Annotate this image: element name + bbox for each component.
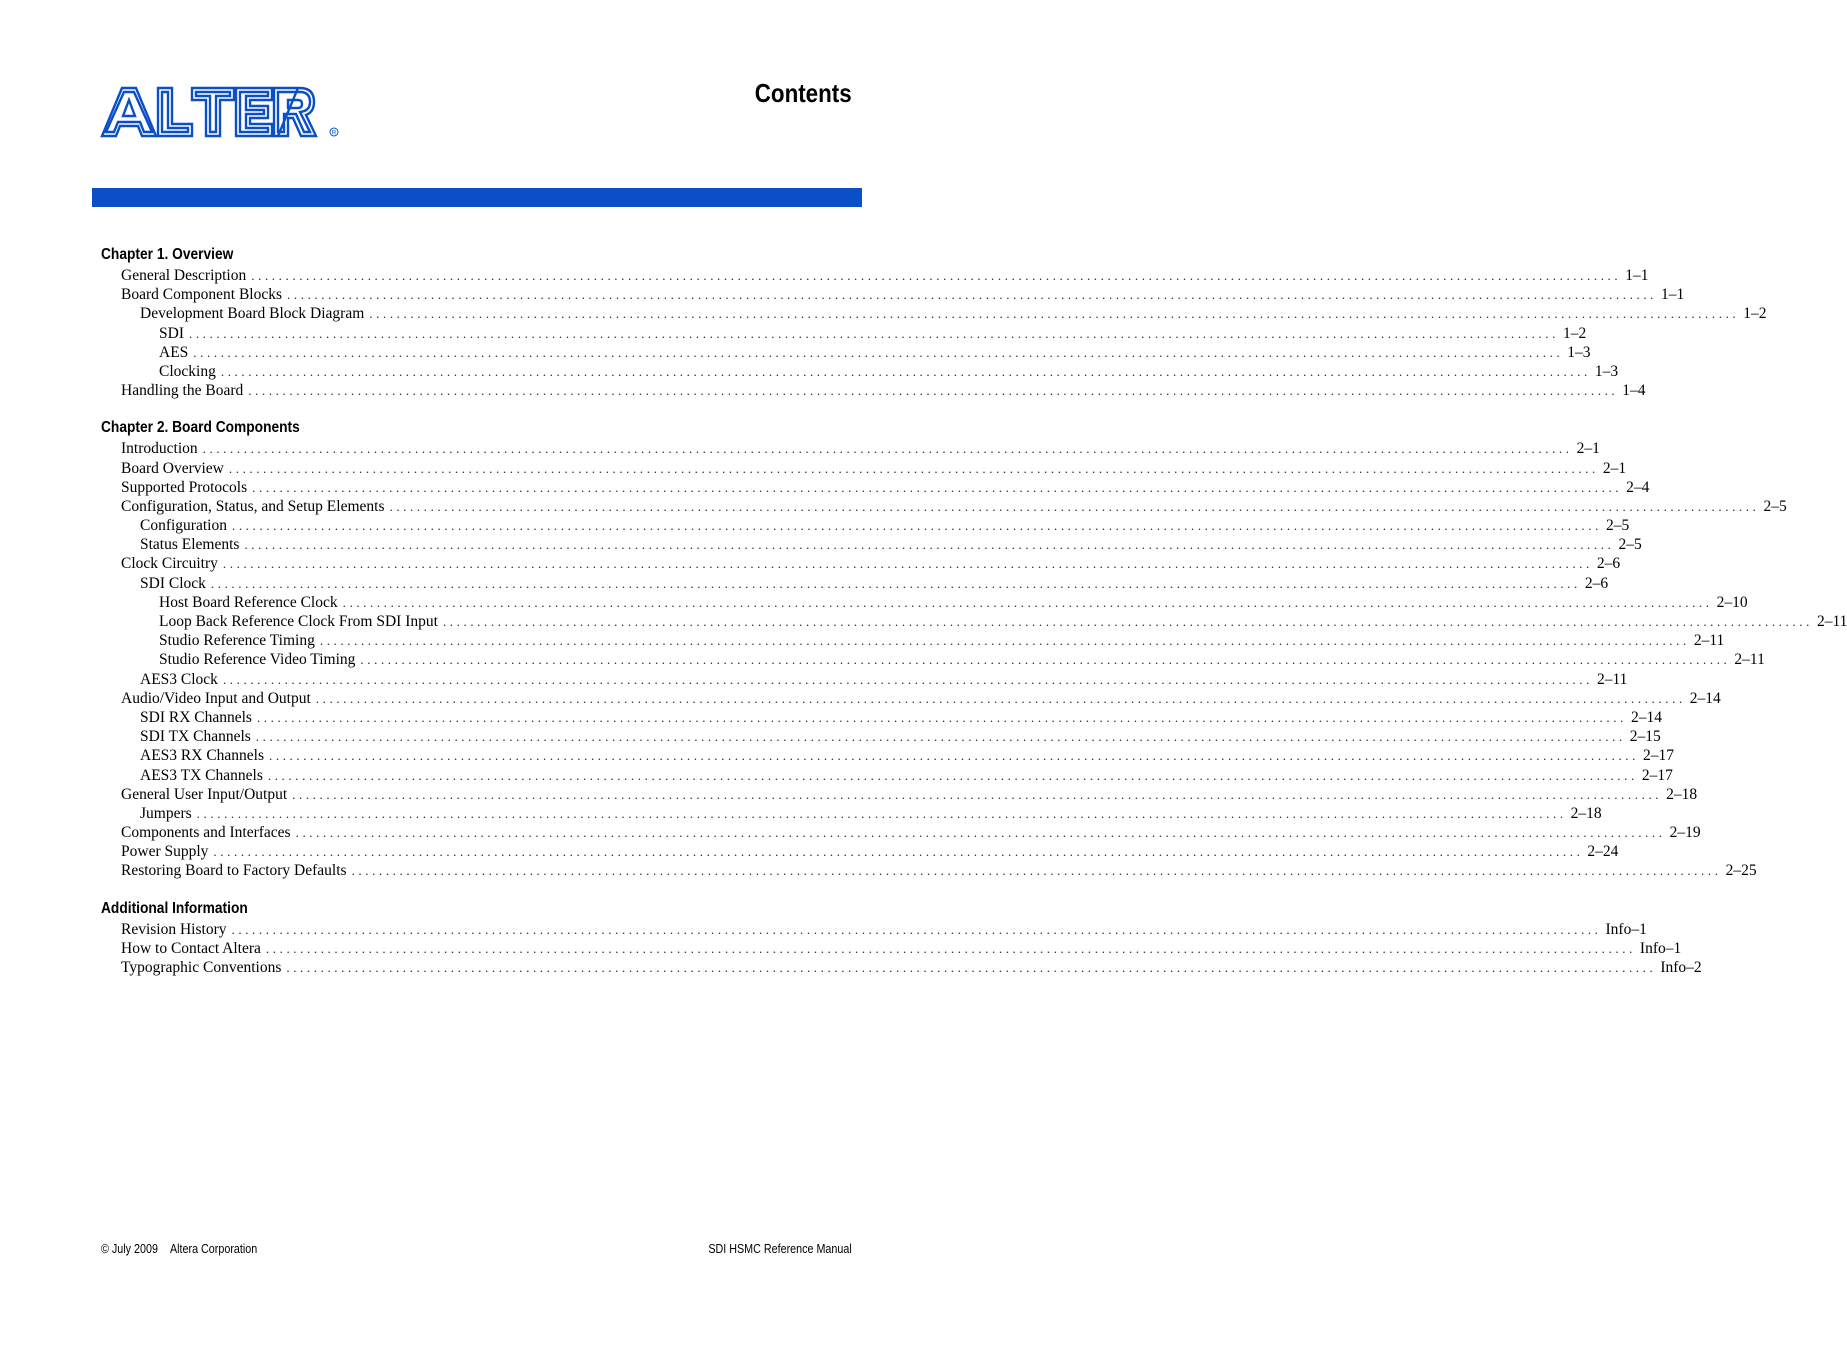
toc-entry-label: Supported Protocols (121, 478, 248, 496)
toc-entry[interactable] (101, 497, 1787, 516)
toc-entry-label: Board Overview (121, 459, 224, 477)
toc-entry-page: Info–1 (1605, 920, 1647, 938)
toc-entry[interactable] (101, 804, 1602, 823)
toc-entry-page: 2–6 (1584, 574, 1609, 592)
toc-entry[interactable] (101, 823, 1701, 842)
toc-entry[interactable] (101, 478, 1650, 497)
toc-leader-dots: ........................................................................................................................................................................................................ (287, 287, 1658, 303)
toc-entry[interactable] (101, 459, 1627, 478)
toc-entry[interactable] (101, 593, 1748, 612)
toc-entry-label: Restoring Board to Factory Defaults (121, 862, 347, 880)
toc-entry-page: 2–15 (1629, 728, 1661, 746)
toc-entry-page: 2–19 (1669, 824, 1701, 842)
toc-chapter (101, 898, 1702, 978)
toc-leader-dots: ........................................................................................................................................................................................................ (292, 786, 1663, 802)
toc-leader-dots: ........................................................................................................................................................................................................ (193, 344, 1564, 360)
toc-entry-page: 2–5 (1618, 536, 1642, 554)
toc-entry[interactable] (101, 766, 1673, 785)
toc-leader-dots: ........................................................................................................................................................................................................ (213, 844, 1584, 860)
toc-leader-dots: ........................................................................................................................................................................................................ (220, 363, 1591, 379)
toc-entry-page: 1–1 (1661, 286, 1685, 304)
toc-entry-label: AES3 TX Channels (140, 766, 263, 784)
toc-entry-label: How to Contact Altera (121, 939, 261, 957)
altera-logo-mark (100, 86, 340, 140)
toc-entry-label: General Description (121, 267, 247, 284)
toc-entry-page: Info–1 (1639, 939, 1682, 957)
toc-entry-label: AES3 RX Channels (140, 747, 264, 765)
toc-entry-label: Handling the Board (121, 382, 244, 400)
toc-entry-page: 2–24 (1587, 843, 1619, 861)
toc-entry-page: 2–17 (1643, 747, 1674, 765)
toc-leader-dots: ........................................................................................................................................................................................................ (351, 863, 1722, 879)
toc-entry[interactable] (101, 324, 1587, 343)
toc-entry-page: Info–2 (1660, 959, 1702, 976)
toc-entry-page: 2–25 (1725, 862, 1757, 880)
toc-entry[interactable] (101, 285, 1685, 304)
toc-entry-label: General User Input/Output (121, 785, 288, 803)
toc-leader-dots: ........................................................................................................................................................................................................ (188, 325, 1559, 341)
toc-entry[interactable] (101, 631, 1725, 650)
toc-entry[interactable] (101, 439, 1600, 458)
toc-leader-dots: ........................................................................................................................................................................................................ (369, 306, 1740, 322)
toc-entry-page: 2–18 (1666, 785, 1698, 803)
toc-entry-page: 2–5 (1763, 497, 1787, 515)
toc-entry-page: 1–2 (1743, 305, 1767, 323)
toc-entry-label: Power Supply (121, 843, 209, 861)
toc-entry-page: 1–1 (1625, 267, 1649, 284)
toc-entry-label: Configuration, Status, and Setup Elements (121, 497, 385, 515)
toc-leader-dots: ........................................................................................................................................................................................................ (248, 383, 1619, 399)
toc-leader-dots: ........................................................................................................................................................................................................ (228, 460, 1599, 476)
footer-date: © July 2009 (101, 1242, 158, 1256)
toc-entry-page: 2–11 (1734, 651, 1765, 669)
toc-leader-dots: ........................................................................................................................................................................................................ (251, 268, 1622, 283)
toc-entry[interactable] (101, 381, 1646, 400)
toc-entry-page: 2–11 (1816, 613, 1847, 630)
toc-leader-dots: ........................................................................................................................................................................................................ (222, 671, 1593, 687)
toc-entry[interactable] (101, 612, 1847, 631)
toc-leader-dots: ........................................................................................................................................................................................................ (202, 441, 1573, 457)
toc-entry-label: Host Board Reference Clock (159, 593, 338, 611)
toc-entry[interactable] (101, 516, 1630, 535)
toc-entry-label: Loop Back Reference Clock From SDI Input (159, 613, 438, 630)
toc-leader-dots: ........................................................................................................................................................................................................ (255, 729, 1626, 745)
toc-entry-label: Jumpers (140, 804, 192, 822)
toc-chapter (101, 244, 1767, 400)
toc-entry[interactable] (101, 650, 1765, 669)
toc-entry[interactable] (101, 727, 1661, 746)
toc-entry[interactable] (101, 343, 1591, 362)
toc-entry-page: 2–10 (1716, 593, 1748, 611)
toc-entry-page: 2–5 (1605, 517, 1630, 535)
toc-entry-page: 2–14 (1689, 689, 1721, 707)
toc-leader-dots: ........................................................................................................................................................................................................ (286, 960, 1657, 975)
toc-entry-label: Configuration (140, 517, 227, 535)
toc-entry-label: Audio/Video Input and Output (121, 689, 311, 707)
toc-entry-label: Development Board Block Diagram (140, 305, 365, 323)
toc-entry[interactable] (101, 304, 1767, 323)
table-of-contents (101, 244, 1847, 994)
toc-leader-dots: ........................................................................................................................................................................................................ (231, 921, 1602, 937)
toc-entry[interactable] (101, 920, 1647, 939)
toc-entry-label: SDI RX Channels (140, 708, 252, 726)
toc-leader-dots: ........................................................................................................................................................................................................ (267, 767, 1638, 783)
toc-entry-page: 2–4 (1626, 478, 1650, 496)
toc-entry-page: 2–11 (1596, 670, 1628, 688)
toc-entry-label: SDI Clock (140, 574, 206, 592)
toc-leader-dots: ........................................................................................................................................................................................................ (389, 498, 1760, 514)
toc-entry-page: 2–11 (1693, 632, 1725, 650)
toc-entry[interactable] (101, 554, 1621, 573)
toc-leader-dots: ........................................................................................................................................................................................................ (256, 709, 1627, 725)
toc-entry-page: 2–18 (1570, 804, 1602, 822)
altera-logo (100, 86, 340, 140)
toc-leader-dots: ........................................................................................................................................................................................................ (222, 556, 1593, 572)
toc-entry-page: 2–17 (1641, 766, 1673, 784)
toc-entry-label: AES3 Clock (140, 670, 218, 688)
toc-entry-label: Clocking (159, 362, 216, 380)
toc-entry-label: AES (159, 343, 189, 361)
toc-leader-dots: ........................................................................................................................................................................................................ (265, 940, 1636, 956)
page-title: Contents (755, 78, 852, 108)
toc-leader-dots: ........................................................................................................................................................................................................ (442, 614, 1813, 629)
toc-entry-page: 1–3 (1594, 362, 1619, 380)
toc-entry-page: 1–3 (1567, 343, 1591, 361)
toc-chapter (101, 417, 1847, 880)
toc-entry[interactable] (101, 958, 1702, 977)
toc-entry-label: Studio Reference Video Timing (159, 651, 356, 669)
toc-entry-label: Board Component Blocks (121, 286, 283, 304)
toc-leader-dots: ........................................................................................................................................................................................................ (360, 652, 1731, 668)
toc-leader-dots: ........................................................................................................................................................................................................ (231, 518, 1602, 534)
toc-leader-dots: ........................................................................................................................................................................................................ (252, 479, 1623, 495)
toc-entry[interactable] (101, 362, 1619, 381)
toc-leader-dots: ........................................................................................................................................................................................................ (319, 633, 1690, 649)
toc-entry-label: Components and Interfaces (121, 824, 291, 842)
toc-leader-dots: ........................................................................................................................................................................................................ (295, 825, 1666, 841)
toc-entry-page: 2–1 (1602, 459, 1627, 477)
toc-entry-label: SDI (159, 324, 184, 342)
toc-entry-label: Typographic Conventions (121, 959, 282, 976)
toc-leader-dots: ........................................................................................................................................................................................................ (342, 594, 1713, 610)
toc-chapter-heading[interactable]: Chapter 1. Overview (101, 246, 234, 263)
toc-entry-label: Introduction (121, 440, 198, 458)
toc-entry[interactable] (101, 670, 1628, 689)
toc-entry[interactable] (101, 842, 1619, 861)
toc-entry-label: SDI TX Channels (140, 728, 251, 746)
toc-entry[interactable] (101, 266, 1649, 285)
toc-entry[interactable] (101, 939, 1682, 958)
toc-leader-dots: ........................................................................................................................................................................................................ (315, 690, 1686, 706)
toc-leader-dots: ........................................................................................................................................................................................................ (244, 537, 1615, 553)
svg-text:R: R (331, 130, 337, 137)
toc-entry-label: Revision History (121, 920, 227, 938)
toc-leader-dots: ........................................................................................................................................................................................................ (210, 575, 1581, 591)
toc-entry[interactable] (101, 535, 1642, 554)
header-rule (92, 188, 862, 207)
toc-chapter-heading[interactable]: Chapter 2. Board Components (101, 419, 300, 437)
toc-entry-page: 1–2 (1562, 324, 1587, 342)
toc-entry-label: Status Elements (140, 536, 240, 554)
toc-entry-page: 2–6 (1596, 555, 1621, 573)
toc-entry[interactable] (101, 861, 1757, 880)
toc-entry[interactable] (101, 689, 1721, 708)
toc-entry-label: Studio Reference Timing (159, 632, 315, 650)
toc-entry-page: 2–14 (1630, 708, 1662, 726)
toc-entry[interactable] (101, 708, 1662, 727)
toc-entry-label: Clock Circuitry (121, 555, 218, 573)
footer-left (101, 1242, 257, 1256)
footer-manual-title: SDI HSMC Reference Manual (708, 1242, 852, 1256)
toc-entry-page: 1–4 (1622, 382, 1646, 400)
toc-entry[interactable] (101, 746, 1674, 765)
toc-entry-page: 2–1 (1576, 440, 1600, 458)
toc-leader-dots: ........................................................................................................................................................................................................ (269, 748, 1639, 764)
toc-chapter-heading[interactable]: Additional Information (101, 899, 248, 917)
footer-company: Altera Corporation (169, 1242, 258, 1256)
toc-entry[interactable] (101, 785, 1698, 804)
toc-entry[interactable] (101, 574, 1609, 593)
toc-leader-dots: ........................................................................................................................................................................................................ (196, 805, 1567, 821)
